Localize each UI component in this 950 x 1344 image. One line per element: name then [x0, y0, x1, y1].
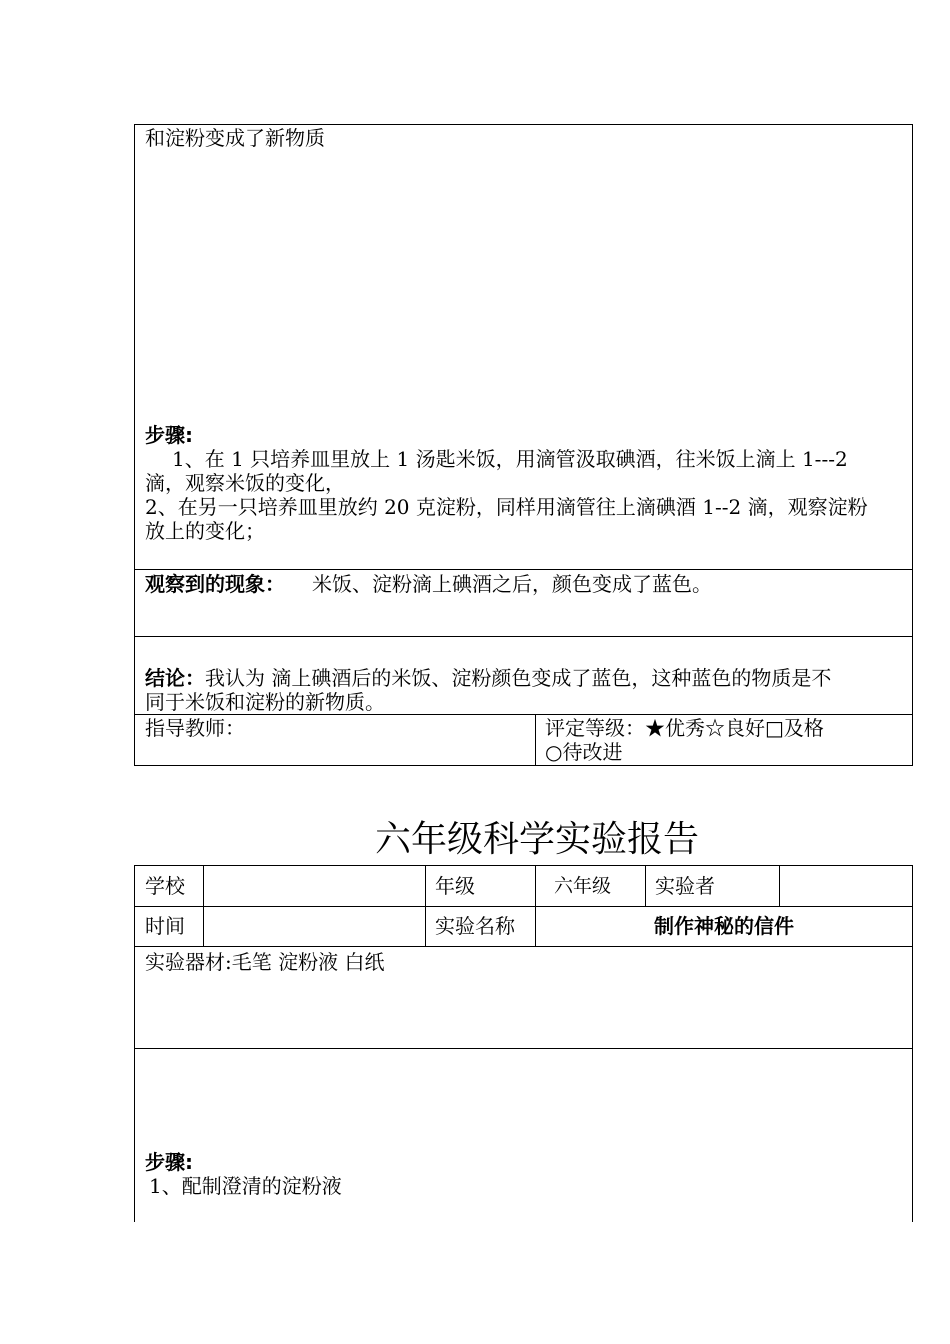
materials-text: 实验器材:毛笔 淀粉液 白纸	[145, 950, 385, 974]
table-border-left	[134, 124, 135, 766]
rating-line-2: ○待改进	[545, 740, 623, 764]
purpose-continued-text: 和淀粉变成了新物质	[145, 126, 325, 150]
conclusion-label: 结论：	[145, 666, 205, 690]
time-label: 时间	[145, 914, 185, 938]
table-border-top	[134, 124, 913, 125]
experiment-name-label: 实验名称	[435, 914, 515, 938]
table-border-bottom	[134, 765, 913, 766]
teacher-label: 指导教师：	[145, 716, 245, 740]
observation-text: 米饭、淀粉滴上碘酒之后，颜色变成了蓝色。	[312, 572, 712, 596]
rating-line-1: 评定等级：★优秀☆良好□及格	[545, 716, 824, 740]
step-1-line-2: 滴，观察米饭的变化，	[145, 471, 345, 495]
conclusion-line-2: 同于米饭和淀粉的新物质。	[145, 690, 385, 714]
table-border-right	[912, 865, 913, 1222]
column-divider	[425, 865, 426, 947]
experiment-name-value: 制作神秘的信件	[654, 914, 794, 938]
table-border-left	[134, 865, 135, 1222]
steps-heading: 步骤:	[145, 1150, 193, 1174]
report-title: 六年级科学实验报告	[375, 819, 700, 860]
column-divider	[779, 865, 780, 907]
table-border-right	[912, 124, 913, 766]
column-divider	[645, 865, 646, 907]
observation-label: 观察到的现象：	[145, 572, 285, 596]
row-divider	[134, 569, 913, 570]
column-divider	[203, 865, 204, 947]
row-divider	[134, 636, 913, 637]
experimenter-label: 实验者	[655, 874, 715, 898]
conclusion-line-1: 我认为 滴上碘酒后的米饭、淀粉颜色变成了蓝色，这种蓝色的物质是不	[205, 666, 832, 690]
row-divider	[134, 906, 913, 907]
row-divider	[134, 946, 913, 947]
step-2-line-2: 放上的变化；	[145, 519, 265, 543]
column-divider	[535, 714, 536, 766]
table-border-top	[134, 865, 913, 866]
grade-value: 六年级	[554, 875, 612, 897]
row-divider	[134, 1048, 913, 1049]
step-1-text: 1、配制澄清的淀粉液	[149, 1174, 342, 1198]
row-divider	[134, 714, 913, 715]
school-label: 学校	[145, 874, 185, 898]
step-2-line-1: 2、在另一只培养皿里放约 20 克淀粉，同样用滴管往上滴碘酒 1--2 滴，观察淀粉	[145, 495, 868, 519]
steps-heading: 步骤:	[145, 423, 193, 447]
step-1-line-1: 1、在 1 只培养皿里放上 1 汤匙米饭，用滴管汲取碘酒，往米饭上滴上 1---2	[172, 447, 848, 471]
grade-label: 年级	[435, 874, 475, 898]
